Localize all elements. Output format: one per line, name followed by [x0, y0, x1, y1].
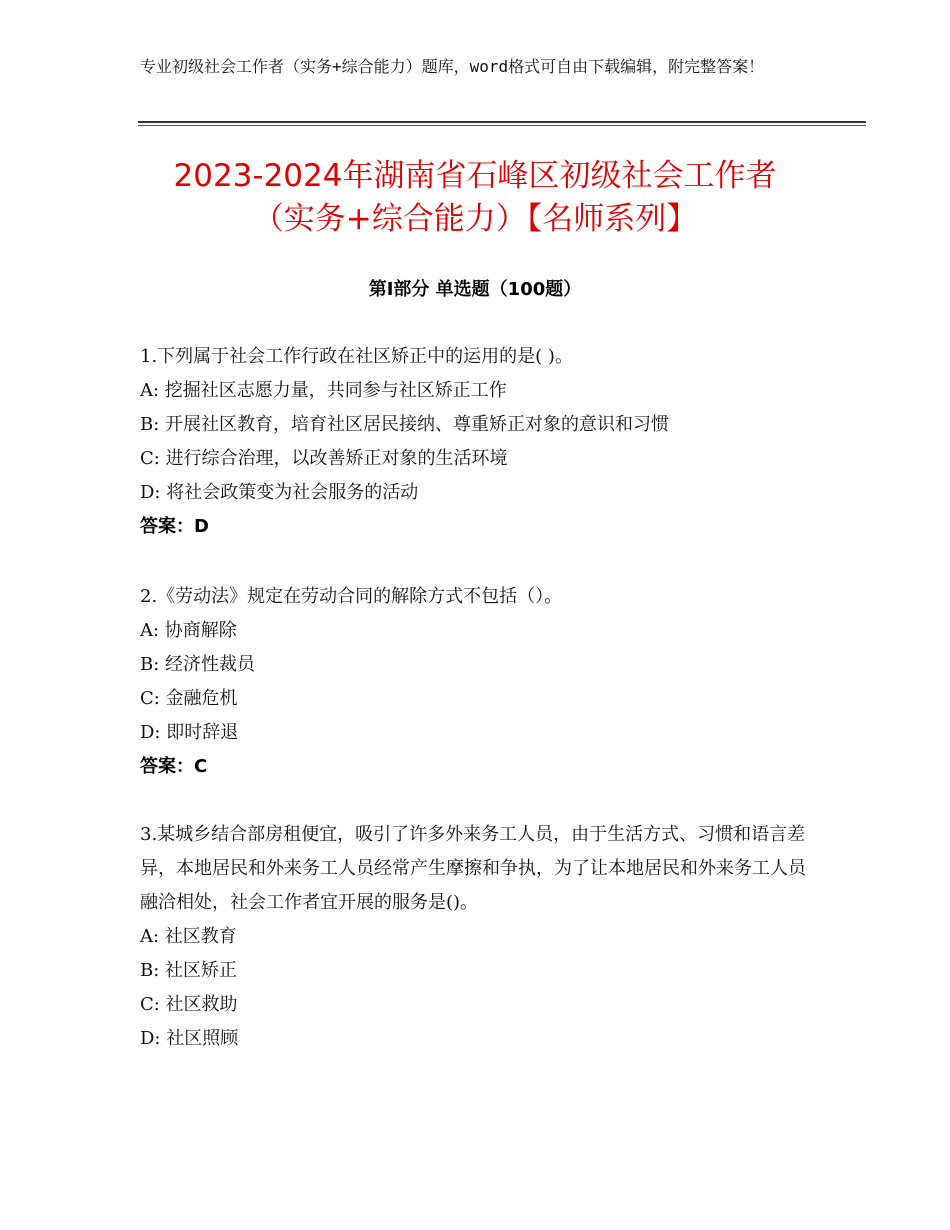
option-a: A: 挖掘社区志愿力量，共同参与社区矫正工作 [140, 380, 507, 401]
option-d: D: 即时辞退 [140, 722, 239, 743]
section-heading: 第Ⅰ部分 单选题（100题） [368, 279, 582, 300]
option-b: B: 经济性裁员 [140, 654, 256, 675]
question-stem: 3.某城乡结合部房租便宜，吸引了许多外来务工人员，由于生活方式、习惯和语言差异，本地居民和外来务工人员经常产生摩擦和争执，为了让本地居民和外来务工人员融洽相处，社会工作者宜开展的服务是()。 [140, 824, 806, 913]
option-c: C: 社区救助 [140, 994, 238, 1015]
option-a: A: 协商解除 [140, 620, 237, 641]
answer: 答案：C [140, 756, 208, 777]
option-b: B: 社区矫正 [140, 960, 238, 981]
answer: 答案：D [140, 516, 209, 537]
header-divider-thick [138, 121, 866, 123]
header-divider-thin [138, 125, 866, 126]
document-title [100, 155, 850, 241]
option-d: D: 社区照顾 [140, 1028, 239, 1049]
option-a: A: 社区教育 [140, 926, 237, 947]
question-1 [140, 340, 820, 544]
question-2 [140, 580, 820, 784]
header-note: 专业初级社会工作者（实务+综合能力）题库，word格式可自由下载编辑，附完整答案！ [140, 57, 765, 76]
option-d: D: 将社会政策变为社会服务的活动 [140, 482, 419, 503]
question-stem: 2.《劳动法》规定在劳动合同的解除方式不包括（）。 [140, 586, 563, 607]
option-b: B: 开展社区教育，培育社区居民接纳、尊重矫正对象的意识和习惯 [140, 414, 670, 435]
document-title-line1: 2023-2024年湖南省石峰区初级社会工作者 [173, 158, 777, 194]
option-c: C: 进行综合治理，以改善矫正对象的生活环境 [140, 448, 508, 469]
option-c: C: 金融危机 [140, 688, 238, 709]
question-stem: 1.下列属于社会工作行政在社区矫正中的运用的是( )。 [140, 346, 573, 367]
document-title-line2: （实务+综合能力）【名师系列】 [252, 201, 698, 237]
question-3 [140, 818, 820, 1056]
